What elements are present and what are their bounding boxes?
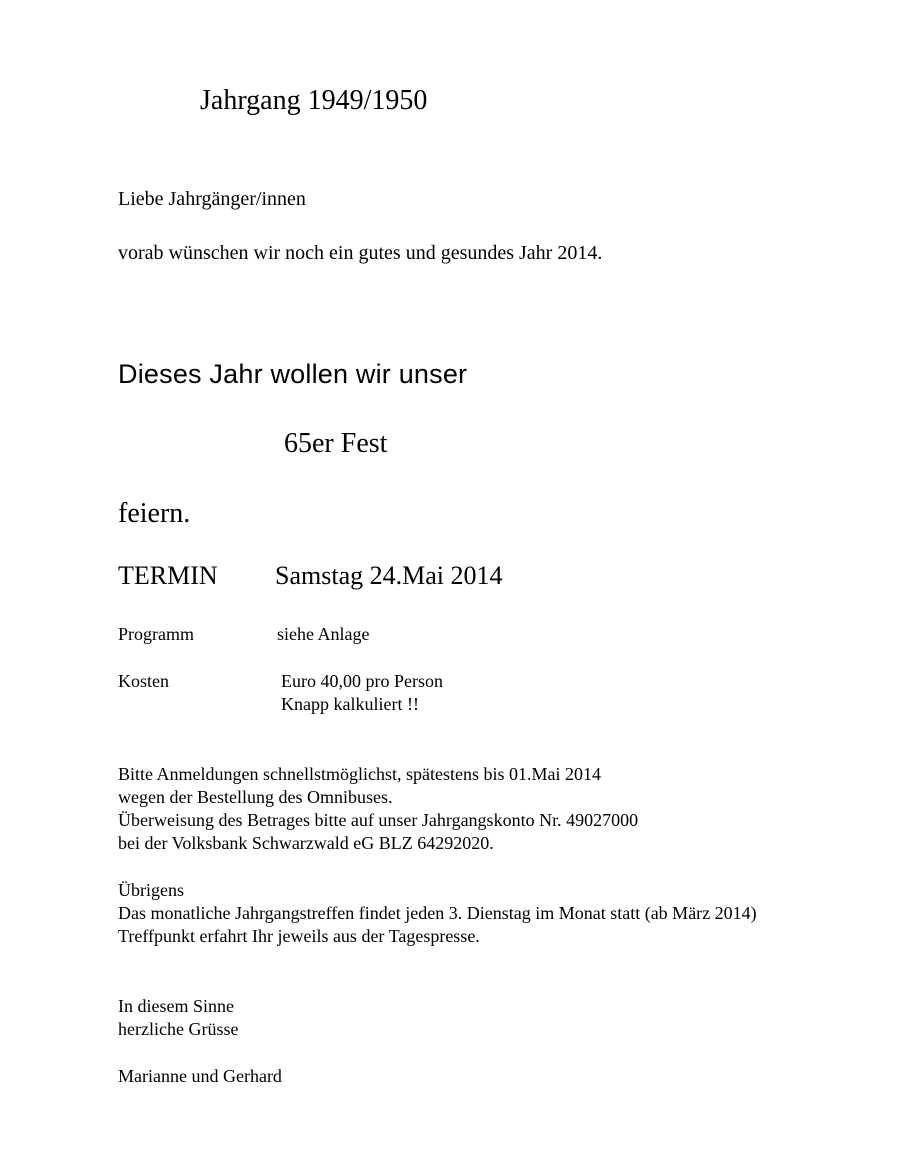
kosten-value-line2: Knapp kalkuliert !! [281,694,419,714]
remarks-line: Treffpunkt erfahrt Ihr jeweils aus der Tagespresse. [118,926,480,946]
programm-label: Programm [118,624,194,644]
signature: Marianne und Gerhard [118,1066,282,1086]
remarks-line: Das monatliche Jahrgangstreffen findet jeden 3. Dienstag im Monat statt (ab März 2014) [118,903,757,923]
registration-line: Bitte Anmeldungen schnellstmöglichst, spätestens bis 01.Mai 2014 [118,764,601,784]
termin-label: TERMIN [118,561,218,590]
event-name: 65er Fest [284,428,388,459]
registration-paragraph [118,763,638,855]
intro-line: Dieses Jahr wollen wir unser [118,359,468,389]
closing-line: In diesem Sinne [118,996,234,1016]
closing-paragraph [118,995,238,1041]
salutation: Liebe Jahrgänger/innen [118,188,306,210]
remarks-line: Übrigens [118,880,184,900]
programm-value: siehe Anlage [277,624,370,644]
letter-title: Jahrgang 1949/1950 [200,85,428,116]
closing-line: herzliche Grüsse [118,1019,239,1039]
registration-line: bei der Volksbank Schwarzwald eG BLZ 64292020. [118,833,494,853]
kosten-label: Kosten [118,671,169,691]
termin-value: Samstag 24.Mai 2014 [275,561,503,590]
registration-line: Überweisung des Betrages bitte auf unser Jahrgangskonto Nr. 49027000 [118,810,639,830]
new-year-wish: vorab wünschen wir noch ein gutes und gesundes Jahr 2014. [118,242,603,264]
kosten-value-line1: Euro 40,00 pro Person [281,671,443,691]
registration-line: wegen der Bestellung des Omnibuses. [118,787,393,807]
celebrate-line: feiern. [118,498,191,529]
remarks-paragraph [118,879,757,948]
